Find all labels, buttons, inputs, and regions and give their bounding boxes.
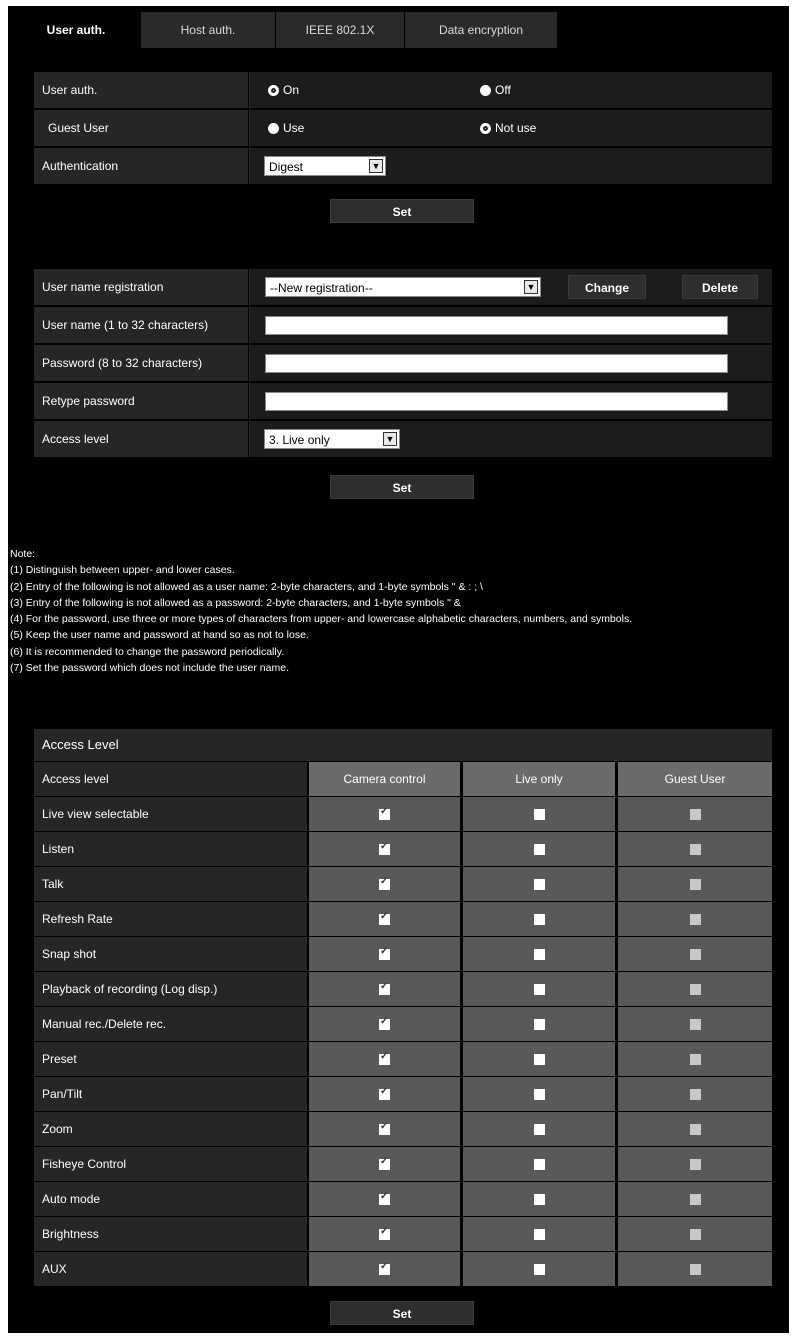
guest-user-checkbox xyxy=(690,1054,701,1065)
camera-control-cell xyxy=(309,972,460,1006)
live-only-checkbox[interactable] xyxy=(534,1019,545,1030)
guest-user-cell xyxy=(618,902,772,936)
live-only-checkbox[interactable] xyxy=(534,1124,545,1135)
guest-user-checkbox xyxy=(690,1229,701,1240)
live-only-cell xyxy=(463,1252,615,1286)
live-only-header: Live only xyxy=(463,762,615,796)
user-name-registration-cell xyxy=(250,269,772,305)
live-only-checkbox[interactable] xyxy=(534,1194,545,1205)
access-level-row-label: Talk xyxy=(34,867,307,901)
retype-password-label: Retype password xyxy=(34,383,249,419)
user-auth-label: User auth. xyxy=(34,72,249,108)
chevron-down-icon: ▼ xyxy=(369,159,383,173)
guest-user-checkbox xyxy=(690,949,701,960)
password-row xyxy=(34,345,772,381)
guest-user-cell xyxy=(618,937,772,971)
live-only-cell xyxy=(463,1077,615,1111)
guest-user-checkbox xyxy=(690,879,701,890)
live-only-cell xyxy=(463,1182,615,1216)
radio-selected-icon xyxy=(480,123,491,134)
camera-control-cell xyxy=(309,1007,460,1041)
live-only-cell xyxy=(463,1112,615,1146)
user-name-registration-label: User name registration xyxy=(34,269,249,305)
camera-control-checkbox[interactable] xyxy=(379,914,390,925)
camera-control-cell xyxy=(309,902,460,936)
access-level-table-row xyxy=(34,1217,772,1251)
note-line: (6) It is recommended to change the password periodically. xyxy=(10,645,285,658)
camera-control-cell xyxy=(309,1252,460,1286)
live-only-checkbox[interactable] xyxy=(534,914,545,925)
access-level-row-label: Pan/Tilt xyxy=(34,1077,307,1111)
guest-not-use-radio[interactable] xyxy=(480,121,536,135)
note-line: (3) Entry of the following is not allowed as a password: 2-byte characters, and 1-byte symbols " & xyxy=(10,596,461,609)
guest-user-checkbox xyxy=(690,1089,701,1100)
access-level-row-label: Preset xyxy=(34,1042,307,1076)
live-only-cell xyxy=(463,1147,615,1181)
radio-unselected-icon xyxy=(480,85,491,96)
authentication-select-value: Digest xyxy=(269,160,304,174)
user-name-registration-row xyxy=(34,269,772,305)
guest-user-cell xyxy=(618,972,772,1006)
live-only-checkbox[interactable] xyxy=(534,949,545,960)
note-line: (1) Distinguish between upper- and lower cases. xyxy=(10,564,235,577)
guest-not-use-label: Not use xyxy=(495,121,537,135)
camera-control-checkbox[interactable] xyxy=(379,1019,390,1030)
access-level-row-label: Live view selectable xyxy=(34,797,307,831)
retype-password-input[interactable] xyxy=(265,392,728,411)
user-name-registration-select[interactable] xyxy=(265,277,541,297)
tab-ieee-8021x[interactable]: IEEE 802.1X xyxy=(276,12,405,48)
user-auth-on-radio[interactable] xyxy=(268,83,299,97)
access-level-row-label: Refresh Rate xyxy=(34,902,307,936)
camera-control-checkbox[interactable] xyxy=(379,1159,390,1170)
access-level-row-label: Zoom xyxy=(34,1112,307,1146)
access-level-table-row xyxy=(34,797,772,831)
live-only-cell xyxy=(463,902,615,936)
guest-use-radio[interactable] xyxy=(268,121,304,135)
access-level-table-row xyxy=(34,972,772,1006)
camera-control-checkbox[interactable] xyxy=(379,1054,390,1065)
access-level-table-row xyxy=(34,867,772,901)
camera-control-checkbox[interactable] xyxy=(379,1264,390,1275)
access-level-row xyxy=(34,421,772,457)
guest-user-cell xyxy=(618,867,772,901)
live-only-checkbox[interactable] xyxy=(534,984,545,995)
auth-set-button[interactable]: Set xyxy=(330,199,474,223)
access-level-table-row xyxy=(34,1252,772,1286)
user-name-cell xyxy=(250,307,772,343)
guest-user-checkbox xyxy=(690,1264,701,1275)
access-level-row-label: Snap shot xyxy=(34,937,307,971)
camera-control-cell xyxy=(309,1077,460,1111)
change-button[interactable]: Change xyxy=(568,275,646,299)
registration-set-button[interactable]: Set xyxy=(330,475,474,499)
guest-user-options xyxy=(250,110,772,146)
radio-selected-icon xyxy=(268,85,279,96)
settings-page xyxy=(8,6,789,1333)
user-name-row xyxy=(34,307,772,343)
access-level-table-row xyxy=(34,902,772,936)
live-only-checkbox[interactable] xyxy=(534,1229,545,1240)
note-line: (2) Entry of the following is not allowed as a user name: 2-byte characters, and 1-byte symbols " & : ; \ xyxy=(10,580,483,593)
camera-control-checkbox[interactable] xyxy=(379,1124,390,1135)
camera-control-checkbox[interactable] xyxy=(379,879,390,890)
live-only-checkbox[interactable] xyxy=(534,1159,545,1170)
access-level-table-row xyxy=(34,832,772,866)
access-level-header-row xyxy=(34,762,772,796)
password-input[interactable] xyxy=(265,354,728,373)
live-only-checkbox[interactable] xyxy=(534,1089,545,1100)
user-name-registration-value: --New registration-- xyxy=(270,281,373,295)
camera-control-cell xyxy=(309,867,460,901)
access-level-row-label: Brightness xyxy=(34,1217,307,1251)
delete-button[interactable]: Delete xyxy=(682,275,758,299)
access-level-table-row xyxy=(34,1147,772,1181)
guest-use-label: Use xyxy=(283,121,305,135)
guest-user-label: Guest User xyxy=(34,110,249,146)
camera-control-checkbox[interactable] xyxy=(379,1089,390,1100)
access-level-table-row xyxy=(34,1182,772,1216)
camera-control-cell xyxy=(309,797,460,831)
live-only-cell xyxy=(463,937,615,971)
password-cell xyxy=(250,345,772,381)
note-line: (4) For the password, use three or more types of characters from upper- and lowercase alphabetic characters, numbers, and symbols. xyxy=(10,613,633,626)
access-level-row-label: Listen xyxy=(34,832,307,866)
live-only-cell xyxy=(463,867,615,901)
camera-control-cell xyxy=(309,832,460,866)
camera-control-header: Camera control xyxy=(309,762,460,796)
tab-host-auth[interactable]: Host auth. xyxy=(141,12,276,48)
access-level-select-value: 3. Live only xyxy=(269,433,330,447)
user-auth-options xyxy=(250,72,772,108)
guest-user-cell xyxy=(618,1252,772,1286)
tab-user-auth[interactable]: User auth. xyxy=(12,12,141,48)
access-level-table-row xyxy=(34,1077,772,1111)
password-label: Password (8 to 32 characters) xyxy=(34,345,249,381)
camera-control-cell xyxy=(309,1147,460,1181)
guest-user-row xyxy=(34,110,772,146)
guest-user-header: Guest User xyxy=(618,762,772,796)
camera-control-cell xyxy=(309,1182,460,1216)
live-only-cell xyxy=(463,832,615,866)
access-level-label: Access level xyxy=(34,421,249,457)
access-level-row-label: Auto mode xyxy=(34,1182,307,1216)
guest-user-cell xyxy=(618,1217,772,1251)
live-only-checkbox[interactable] xyxy=(534,879,545,890)
access-level-row-label: Playback of recording (Log disp.) xyxy=(34,972,307,1006)
guest-user-checkbox xyxy=(690,914,701,925)
user-auth-off-radio[interactable] xyxy=(480,83,511,97)
authentication-row xyxy=(34,148,772,184)
authentication-select[interactable] xyxy=(264,156,386,176)
chevron-down-icon: ▼ xyxy=(383,432,397,446)
guest-user-cell xyxy=(618,1112,772,1146)
access-level-cell xyxy=(250,421,772,457)
access-level-select[interactable] xyxy=(264,429,400,449)
radio-unselected-icon xyxy=(268,123,279,134)
retype-password-cell xyxy=(250,383,772,419)
user-name-label: User name (1 to 32 characters) xyxy=(34,307,249,343)
authentication-value-cell xyxy=(250,148,772,184)
guest-user-checkbox xyxy=(690,1194,701,1205)
guest-user-cell xyxy=(618,1077,772,1111)
camera-control-cell xyxy=(309,1112,460,1146)
live-only-cell xyxy=(463,1007,615,1041)
access-level-table-title: Access Level xyxy=(34,729,772,761)
guest-user-cell xyxy=(618,1042,772,1076)
authentication-label: Authentication xyxy=(34,148,249,184)
camera-control-cell xyxy=(309,1217,460,1251)
live-only-checkbox[interactable] xyxy=(534,1054,545,1065)
tab-bar xyxy=(12,12,558,48)
user-auth-on-label: On xyxy=(283,83,300,97)
tab-data-encryption[interactable]: Data encryption xyxy=(405,12,558,48)
note-line: (5) Keep the user name and password at hand so as not to lose. xyxy=(10,629,309,642)
camera-control-checkbox[interactable] xyxy=(379,809,390,820)
camera-control-checkbox[interactable] xyxy=(379,1229,390,1240)
live-only-checkbox[interactable] xyxy=(534,844,545,855)
guest-user-cell xyxy=(618,1147,772,1181)
access-level-row-label: Manual rec./Delete rec. xyxy=(34,1007,307,1041)
camera-control-checkbox[interactable] xyxy=(379,949,390,960)
note-line: (7) Set the password which does not include the user name. xyxy=(10,662,289,675)
camera-control-cell xyxy=(309,1042,460,1076)
access-level-row-label: Fisheye Control xyxy=(34,1147,307,1181)
access-level-set-button[interactable]: Set xyxy=(330,1301,474,1325)
guest-user-checkbox xyxy=(690,1159,701,1170)
access-level-table-row xyxy=(34,1112,772,1146)
chevron-down-icon: ▼ xyxy=(524,280,538,294)
guest-user-checkbox xyxy=(690,844,701,855)
live-only-checkbox[interactable] xyxy=(534,809,545,820)
guest-user-cell xyxy=(618,832,772,866)
camera-control-checkbox[interactable] xyxy=(379,984,390,995)
user-auth-row xyxy=(34,72,772,108)
retype-password-row xyxy=(34,383,772,419)
access-level-row-label: AUX xyxy=(34,1252,307,1286)
note-heading: Note: xyxy=(10,548,36,560)
live-only-cell xyxy=(463,972,615,1006)
access-level-table-row xyxy=(34,937,772,971)
live-only-cell xyxy=(463,1217,615,1251)
access-level-table-row xyxy=(34,1007,772,1041)
live-only-checkbox[interactable] xyxy=(534,1264,545,1275)
user-name-input[interactable] xyxy=(265,316,728,335)
live-only-cell xyxy=(463,797,615,831)
camera-control-checkbox[interactable] xyxy=(379,1194,390,1205)
guest-user-checkbox xyxy=(690,809,701,820)
access-level-header-label: Access level xyxy=(34,762,307,796)
guest-user-cell xyxy=(618,797,772,831)
note-section xyxy=(10,546,785,676)
guest-user-checkbox xyxy=(690,1124,701,1135)
guest-user-checkbox xyxy=(690,984,701,995)
camera-control-checkbox[interactable] xyxy=(379,844,390,855)
guest-user-cell xyxy=(618,1182,772,1216)
access-level-table-row xyxy=(34,1042,772,1076)
guest-user-checkbox xyxy=(690,1019,701,1030)
guest-user-cell xyxy=(618,1007,772,1041)
camera-control-cell xyxy=(309,937,460,971)
live-only-cell xyxy=(463,1042,615,1076)
user-auth-off-label: Off xyxy=(495,83,511,97)
